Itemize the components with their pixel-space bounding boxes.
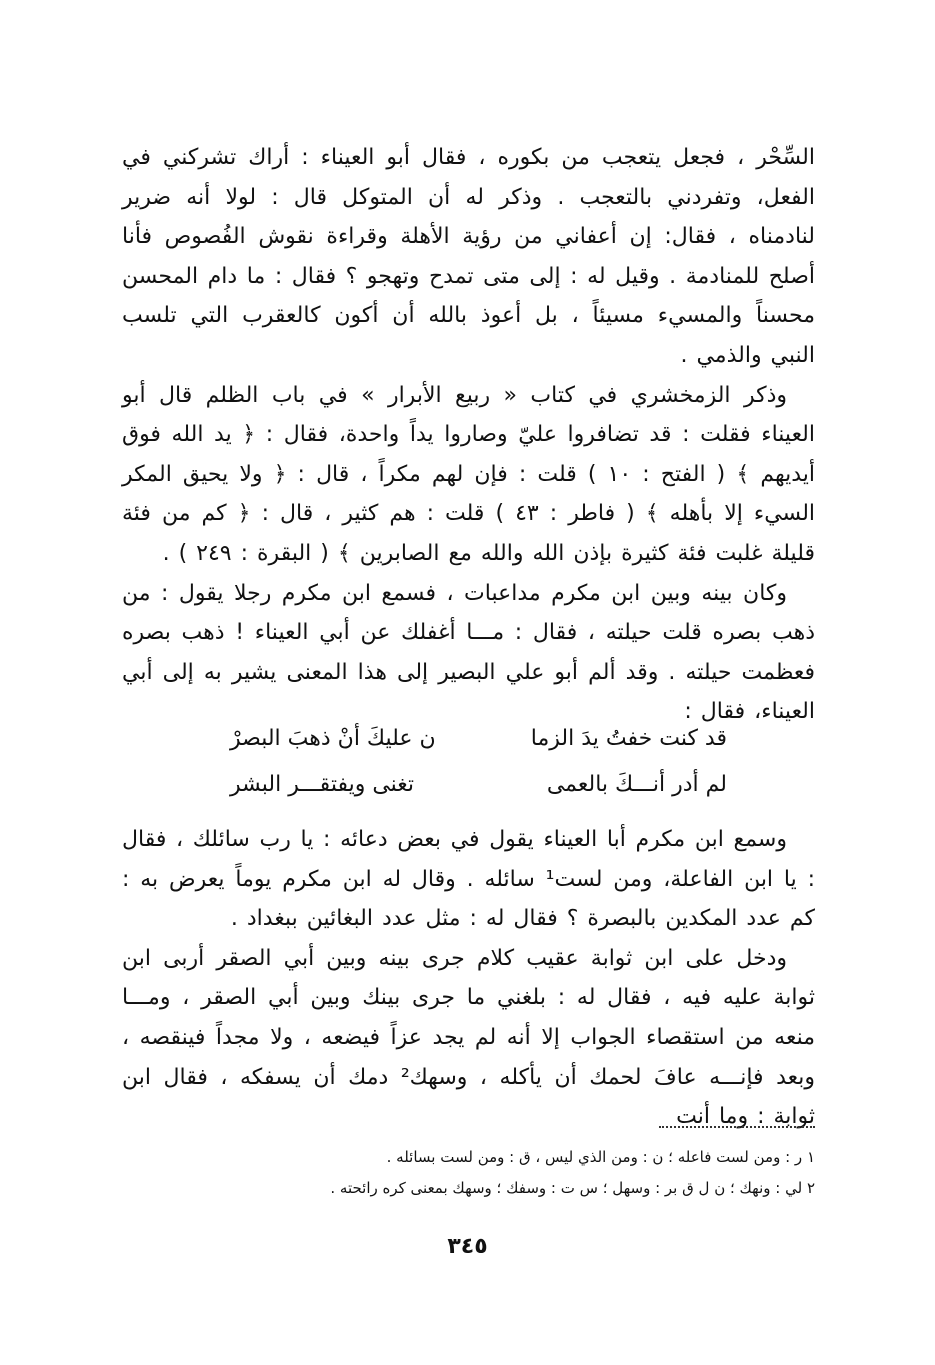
poem-hemistich-first: قد كنت خفتُ يدَ الزما: [530, 726, 727, 751]
paragraph: وسمع ابن مكرم أبا العيناء يقول في بعض دعائه : يا رب سائلك ، فقال : يا ابن الفاعلة، ومن لست¹ سائله . وقال له ابن مكرم يوماً يعرض به : كم عدد المكدين بالبصرة ؟ فقال له : مثل عدد البغائين ببغداد .: [122, 827, 815, 932]
main-text-top: [122, 138, 815, 732]
footnote: ٢ لي : ونهك ؛ ن ل ق بر : وسهل ؛ س ت : وسفك ؛ وسهك بمعنى كره رائحته .: [330, 1179, 815, 1197]
paragraph: وكان بينه وبين ابن مكرم مداعبات ، فسمع ابن مكرم رجلا يقول : من ذهب بصره قلت حيلته ، فقال : مـــا أغفلك عن أبي العيناء ! ذهب بصره فعظمت حيلته . وقد ألم أبو علي البصير إلى هذا المعنى يشير به إلى أبي العيناء، فقال :: [122, 580, 815, 725]
main-text-bottom: [122, 820, 815, 1137]
poem: [230, 716, 727, 808]
poem-hemistich-second: ن عليكَ أنْ ذهبَ البصرْ: [230, 726, 436, 751]
footnotes: [140, 1142, 815, 1204]
paragraph: السِّحْر ، فجعل يتعجب من بكوره ، فقال أبو العيناء : أراك تشركني في الفعل، وتفردني بالتعجب . وذكر له أن المتوكل قال : لولا أنه ضرير لنادمناه ، فقال: إن أعفاني من رؤية الأهلة وقراءة نقوش الفُصوص فأنا أصلح للمنادمة . وقيل له : إلى متى تمدح وتهجو ؟ فقال : ما دام المحسن محسناً والمسيء مسيئاً ، بل أعوذ بالله أن أكون كالعقرب التي تلسب النبي والذمي .: [122, 145, 815, 368]
page-number: ٣٤٥: [447, 1234, 488, 1259]
poem-line: [230, 762, 727, 808]
paragraph: وذكر الزمخشري في كتاب « ربيع الأبرار » في باب الظلم قال أبو العيناء فقلت : قد تضافروا عليّ وصاروا يداً واحدة، فقال : ﴿ يد الله فوق أيديهم ﴾ ( الفتح : ١٠ ) قلت : فإن لهم مكراً ، قال : ﴿ ولا يحيق المكر السيء إلا بأهله ﴾ ( فاطر : ٤٣ ) قلت : هم كثير ، قال : ﴿ كم من فئة قليلة غلبت فئة كثيرة بإذن الله والله مع الصابرين ﴾ ( البقرة : ٢٤٩ ) .: [122, 382, 816, 566]
poem-line: [230, 716, 727, 762]
footnote-divider: [659, 1126, 815, 1128]
paragraph: ودخل على ابن ثوابة عقيب كلام جرى بينه وبين أبي الصقر أربى ابن ثوابة عليه فيه ، فقال له : بلغني ما جرى بينك وبين أبي الصقر ، ومـــا منعه من استقصاء الجواب إلا أنه لم يجد عزاً فيضعه ، ولا مجداً فينقصه ، وبعد فإنـــه عافَ لحمك أن يأكله ، وسهك² دمك أن يسفكه ، فقال ابن ثوابة : وما أنت: [122, 945, 816, 1130]
poem-hemistich-first: لم أدر أنـــكَ بالعمى: [546, 772, 727, 797]
footnote: ١ ر : ومن لست فاعله ؛ ن : ومن الذي ليس ، ق : ومن لست بسائله .: [386, 1148, 815, 1166]
poem-hemistich-second: تغنى ويفتقـــر البشر: [230, 772, 415, 797]
